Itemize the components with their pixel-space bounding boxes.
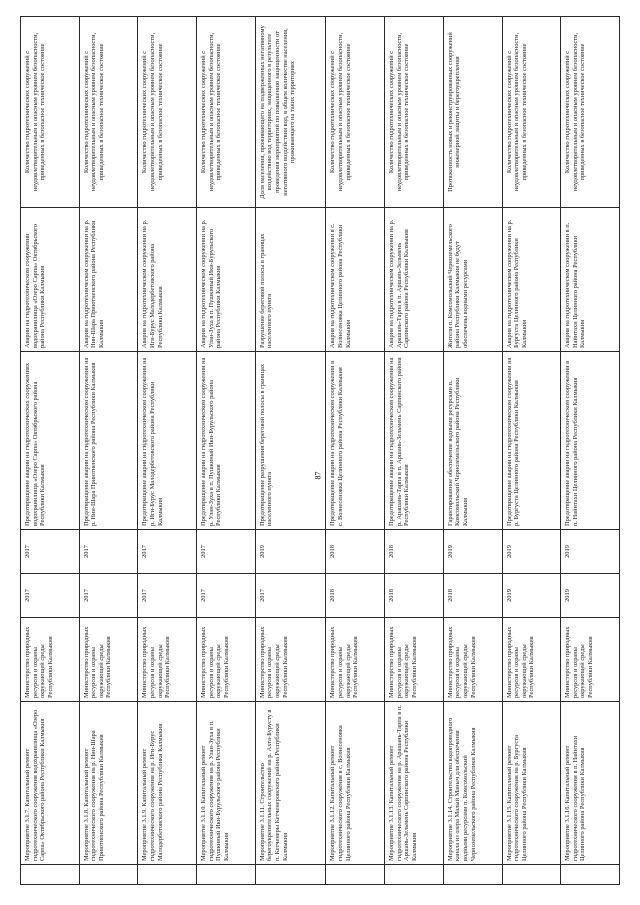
consequence-cell: Авария на гидротехническом сооружении на р. Бургуста Целинного района Республики Калмыкия: [502, 208, 561, 352]
row-number-cell: [138, 865, 197, 885]
executor-cell: Министерство природных ресурсов и охраны окружающей среды Республики Калмыкия: [79, 618, 138, 702]
expected-result-cell: Предотвращение аварии на гидротехническом сооружении на р. Нин-Шара Приютненского района Республики Калмыкия: [79, 352, 138, 530]
indicator-cell: Протяженность новых и реконструированных сооружений инженерной защиты и берегоукрепления: [443, 17, 502, 208]
expected-result-cell: Предотвращение аварии на гидротехническом сооружении на р. Бургуста Целинного района Республики Калмыкия: [502, 352, 561, 530]
executor-cell: Министерство природных ресурсов и охраны окружающей среды Республики Калмыкия: [326, 618, 385, 702]
measure-cell: Мероприятие 3.1.12. Капитальный ремонт гидротехнического сооружения в с. Вознесеновка Целинного района Республики Калмыкия: [326, 702, 385, 865]
executor-cell: Министерство природных ресурсов и охраны окружающей среды Республики Калмыкия: [443, 618, 502, 702]
indicator-cell: Доля населения, проживающего на подверженных негативному воздействию вод территориях, защищенного в результате проведения мероприятий по повышению защищенности от негативного воздействия вод, в общем количестве населения, проживающего на таких территориях: [255, 17, 326, 208]
table-row: [138, 17, 197, 885]
row-number-cell: [21, 865, 80, 885]
start-year-cell: 2017: [138, 574, 197, 618]
indicator-cell: Количество гидротехнических сооружений с неудовлетворительным и опасным уровнем безопасности, приведенных в безопасное техническое состояние: [138, 17, 197, 208]
measure-cell: Мероприятие 3.1.13. Капитальный ремонт гидротехнического сооружения на р. Арашань-Тарпа в п. Аршань-Зельмень Сарпинского района Республики Калмыкия: [385, 702, 444, 865]
measures-table: [20, 16, 620, 885]
consequence-cell: Авария на гидротехническом сооружении на р. Арашань-Тарпа в п. Аршань-Зельмень Сарпинского района Республики Калмыкия: [385, 208, 444, 352]
end-year-cell: 2019: [502, 530, 561, 574]
end-year-cell: 2017: [197, 530, 256, 574]
indicator-cell: Количество гидротехнических сооружений с неудовлетворительным и опасным уровнем безопасности, приведенных в безопасное техническое состояние: [502, 17, 561, 208]
end-year-cell: 2017: [79, 530, 138, 574]
table-row: [326, 17, 385, 885]
executor-cell: Министерство природных ресурсов и охраны окружающей среды Республики Калмыкия: [255, 618, 326, 702]
start-year-cell: 2017: [21, 574, 80, 618]
table-row: [502, 17, 561, 885]
table-body: [21, 17, 620, 885]
table-row: [561, 17, 620, 885]
start-year-cell: 2019: [561, 574, 620, 618]
end-year-cell: 2017: [21, 530, 80, 574]
consequence-cell: Разрушение береговой полосы в границах населенного пункта: [255, 208, 326, 352]
row-number-cell: [79, 865, 138, 885]
executor-cell: Министерство природных ресурсов и охраны окружающей среды Республики Калмыкия: [21, 618, 80, 702]
start-year-cell: 2018: [385, 574, 444, 618]
executor-cell: Министерство природных ресурсов и охраны окружающей среды Республики Калмыкия: [138, 618, 197, 702]
table-row: [197, 17, 256, 885]
table-row: [385, 17, 444, 885]
start-year-cell: 2017: [79, 574, 138, 618]
expected-result-cell: Предотвращение аварии на гидротехническом сооружении на р. Иги-Бурус Малодербетовского района Республики Калмыкия: [138, 352, 197, 530]
expected-result-cell: Предотвращение аварии на гидротехническом сооружении на р. Улан-Зуха в п. Пушкиный Ики-Бурульского района Республики Калмыкия: [197, 352, 256, 530]
table-row: [21, 17, 80, 885]
indicator-cell: Количество гидротехнических сооружений с неудовлетворительным и опасным уровнем безопасности, приведенных в безопасное техническое состояние: [79, 17, 138, 208]
indicator-cell: Количество гидротехнических сооружений с неудовлетворительным и опасным уровнем безопасности, приведенных в безопасное техническое состояние: [21, 17, 80, 208]
row-number-cell: [255, 865, 326, 885]
consequence-cell: Аварии на гидротехническом сооружении водохранилища «Озеро Сарпа» Октябрьского района Республики Калмыкия: [21, 208, 80, 352]
consequence-cell: Авария на гидротехническом сооружении на р. Улан-Зуха в п. Пушкиный Ики-Бурульского района Республики Калмыкия: [197, 208, 256, 352]
expected-result-cell: Предотвращение аварии на гидротехническом сооружении в п. Найнтахи Целинного района Республики Калмыкия: [561, 352, 620, 530]
consequence-cell: Авария на гидротехническом сооружении на р. Нин-Шара Приютненского района Республики Калмыкия: [79, 208, 138, 352]
consequence-cell: Авария на гидротехническом сооружении в с. Вознесеновка Целинного района Республики Калмыкия: [326, 208, 385, 352]
indicator-cell: Количество гидротехнических сооружений с неудовлетворительным и опасным уровнем безопасности, приведенных в безопасное техническое состояние: [561, 17, 620, 208]
row-number-cell: [561, 865, 620, 885]
measure-cell: Мероприятие 3.1.7. Капитальный ремонт гидротехнического сооружения водохранилища «Озеро Сарпа» Октябрьского района Республики Калмыкия: [21, 702, 80, 865]
end-year-cell: 2019: [443, 530, 502, 574]
measure-cell: Мероприятие 3.1.8. Капитальный ремонт гидротехнического сооружения на р. Нин-Шара Приютненского района Республики Калмыкия: [79, 702, 138, 865]
indicator-cell: Количество гидротехнических сооружений с неудовлетворительным и опасным уровнем безопасности, приведенных в безопасное техническое состояние: [326, 17, 385, 208]
measure-cell: Мероприятие 3.1.15. Капитальный ремонт гидротехнического сооружения на р. Бургуста Целинного района Республики Калмыкия: [502, 702, 561, 865]
end-year-cell: 2018: [326, 530, 385, 574]
consequence-cell: Авария на гидротехническом сооружении на р. Иги-Бурус Малодербетовского района Республики Калмыкия: [138, 208, 197, 352]
measure-cell: Мероприятие 3.1.9. Капитальный ремонт гидротехнического сооружения на р. Иги-Бурус Малодербетовского района Республики Калмыкия: [138, 702, 197, 865]
table-row: [443, 17, 502, 885]
consequence-cell: Жители п. Комсомольский Черноземельского района Республики Калмыкия не будут обеспечены водными ресурсами: [443, 208, 502, 352]
end-year-cell: 2017: [138, 530, 197, 574]
measure-cell: Мероприятие 3.1.16. Капитальный ремонт гидротехнического сооружения в п. Найнтахи Целинного района Республики Калмыкия: [561, 702, 620, 865]
executor-cell: Министерство природных ресурсов и охраны окружающей среды Республики Калмыкия: [197, 618, 256, 702]
measure-cell: Мероприятие 3.1.11. Строительство берегоукрепительных сооружений на р. Ахта-Бурусту в п. Кетченеры Кетченеровского района Республики Калмыкия: [255, 702, 326, 865]
indicator-cell: Количество гидротехнических сооружений с неудовлетворительным и опасным уровнем безопасности, приведенных в безопасное техническое состояние: [385, 17, 444, 208]
measure-cell: Мероприятие 3.1.10. Капитальный ремонт гидротехнического сооружения на р. Улан-Зуха в п. Пушкиный Ики-Бурульского района Республики Калмыкия: [197, 702, 256, 865]
start-year-cell: 2017: [255, 574, 326, 618]
start-year-cell: 2019: [502, 574, 561, 618]
row-number-cell: [443, 865, 502, 885]
expected-result-cell: Предотвращение аварии на гидротехнических сооружениях водохранилища «Озеро Сарпа» Октябрьского района Республики Калмыкия: [21, 352, 80, 530]
measure-cell: Мероприятие 3.1.14. Строительство водопроводного канала из озера Малый Маныч для обеспечения водными ресурсами п. Комсомольский Черноземельского района Республики Калмыкия: [443, 702, 502, 865]
expected-result-cell: Гарантированное обеспечение водными ресурсами п. Комсомольский Черноземельского района Республики Калмыкия: [443, 352, 502, 530]
expected-result-cell: Предотвращение аварии на гидротехническом сооружении в с. Вознесеновка Целинного района Республики Калмыкия: [326, 352, 385, 530]
row-number-cell: [197, 865, 256, 885]
executor-cell: Министерство природных ресурсов и охраны окружающей среды Республики Калмыкия: [385, 618, 444, 702]
end-year-cell: 2019: [561, 530, 620, 574]
row-number-cell: [385, 865, 444, 885]
start-year-cell: 2018: [326, 574, 385, 618]
rotated-table-sheet: [20, 17, 620, 885]
expected-result-cell: Предотвращение аварии на гидротехническом сооружении на р. Арашань-Тарпа в п. Аршань-Зельмень Сарпинского района Республики Калмыкия: [385, 352, 444, 530]
table-row: [255, 17, 326, 885]
table-row: [79, 17, 138, 885]
start-year-cell: 2018: [443, 574, 502, 618]
end-year-cell: 2019: [255, 530, 326, 574]
executor-cell: Министерство природных ресурсов и охраны окружающей среды Республики Калмыкия: [561, 618, 620, 702]
end-year-cell: 2018: [385, 530, 444, 574]
expected-result-cell: Предотвращение разрушения береговой полосы в границах населенного пункта: [255, 352, 326, 530]
row-number-cell: [326, 865, 385, 885]
start-year-cell: 2017: [197, 574, 256, 618]
page-number: 87: [313, 471, 323, 480]
executor-cell: Министерство природных ресурсов и охраны окружающей среды Республики Калмыкия: [502, 618, 561, 702]
consequence-cell: Авария на гидротехническом сооружении в п. Найнтахи Целинного района Республики Калмыкия: [561, 208, 620, 352]
indicator-cell: Количество гидротехнических сооружений с неудовлетворительным и опасным уровнем безопасности, приведенных в безопасное техническое состояние: [197, 17, 256, 208]
row-number-cell: [502, 865, 561, 885]
